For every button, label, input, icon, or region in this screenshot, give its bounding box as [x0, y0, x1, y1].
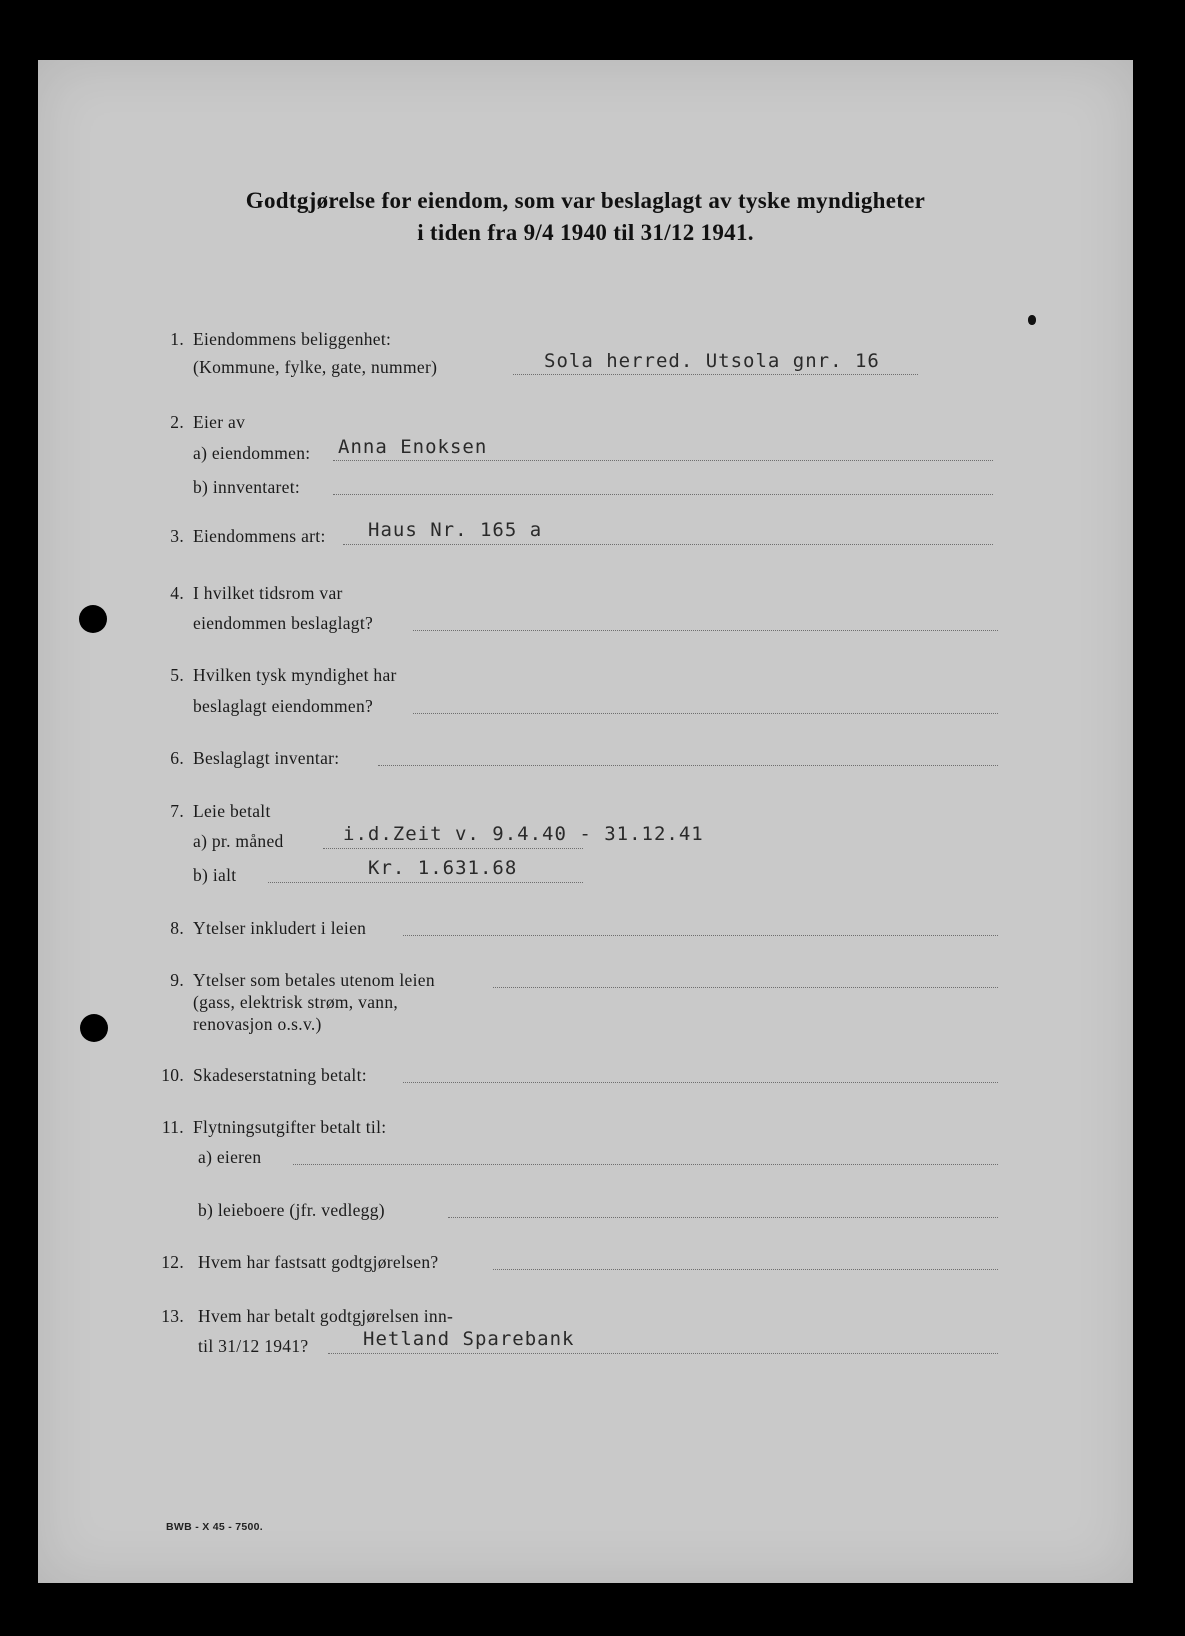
item-3-number: 3. — [170, 526, 184, 546]
item-7b-field-line — [268, 882, 583, 883]
item-1-sublabel: (Kommune, fylke, gate, nummer) — [193, 357, 438, 377]
form-title-line1: Godtgjørelse for eiendom, som var beslaglagt av tyske myndigheter — [245, 188, 926, 213]
ink-speck — [1028, 315, 1036, 325]
item-7-label: Leie betalt — [193, 801, 271, 821]
item-4-sublabel: eiendommen beslaglagt? — [193, 613, 374, 633]
item-11a-label: a) eieren — [198, 1147, 262, 1167]
item-4-field-line — [413, 630, 998, 631]
item-3-field-line — [343, 544, 993, 545]
item-2-label: Eier av — [193, 412, 246, 432]
item-11b-field-line — [448, 1217, 998, 1218]
punch-hole-top — [79, 605, 107, 633]
item-1-number: 1. — [170, 329, 184, 349]
item-10-label: Skadeserstatning betalt: — [193, 1065, 367, 1085]
item-9-field-line — [493, 987, 998, 988]
item-11b-label: b) leieboere (jfr. vedlegg) — [198, 1200, 385, 1220]
item-10-number: 10. — [161, 1065, 184, 1085]
item-2a-label: a) eiendommen: — [193, 443, 311, 463]
item-1-value[interactable]: Sola herred. Utsola gnr. 16 — [544, 350, 880, 372]
item-1-field-line — [513, 374, 918, 375]
item-2b-label: b) innventaret: — [193, 477, 301, 497]
item-6-number: 6. — [170, 748, 184, 768]
item-2a-field-line — [333, 460, 993, 461]
item-11-number: 11. — [161, 1117, 184, 1137]
item-2-number: 2. — [170, 412, 184, 432]
item-11a-field-line — [293, 1164, 998, 1165]
item-5-label: Hvilken tysk myndighet har — [193, 665, 397, 685]
item-7a-label: a) pr. måned — [193, 831, 284, 851]
item-4-number: 4. — [170, 583, 184, 603]
item-3-label: Eiendommens art: — [193, 526, 326, 546]
item-4-label: I hvilket tidsrom var — [193, 583, 343, 603]
item-2a-value[interactable]: Anna Enoksen — [338, 436, 488, 458]
item-13-label: Hvem har betalt godtgjørelsen inn- — [198, 1306, 454, 1326]
form-title-line2: i tiden fra 9/4 1940 til 31/12 1941. — [417, 220, 754, 245]
item-2b-field-line — [333, 494, 993, 495]
form-page — [38, 60, 1133, 1583]
item-7-number: 7. — [170, 801, 184, 821]
item-8-number: 8. — [170, 918, 184, 938]
item-7b-value[interactable]: Kr. 1.631.68 — [368, 857, 518, 879]
punch-hole-bottom — [80, 1014, 108, 1042]
item-5-sublabel: beslaglagt eiendommen? — [193, 696, 374, 716]
item-9-number: 9. — [170, 970, 184, 990]
item-7a-value[interactable]: i.d.Zeit v. 9.4.40 - 31.12.41 — [343, 823, 704, 845]
item-13-field-line — [328, 1353, 998, 1354]
item-9-label: Ytelser som betales utenom leien — [193, 970, 435, 990]
item-6-label: Beslaglagt inventar: — [193, 748, 340, 768]
item-9-sublabel-1: (gass, elektrisk strøm, vann, — [193, 992, 399, 1012]
item-6-field-line — [378, 765, 998, 766]
item-8-field-line — [403, 935, 998, 936]
item-7a-field-line — [323, 848, 583, 849]
item-13-sublabel: til 31/12 1941? — [198, 1336, 309, 1356]
item-5-number: 5. — [170, 665, 184, 685]
item-12-number: 12. — [161, 1252, 184, 1272]
print-code: BWB - X 45 - 7500. — [166, 1521, 264, 1533]
item-9-sublabel-2: renovasjon o.s.v.) — [193, 1014, 322, 1034]
item-12-field-line — [493, 1269, 998, 1270]
item-7b-label: b) ialt — [193, 865, 237, 885]
item-1-label: Eiendommens beliggenhet: — [193, 329, 392, 349]
item-3-value[interactable]: Haus Nr. 165 a — [368, 519, 543, 541]
item-13-number: 13. — [161, 1306, 184, 1326]
item-13-value[interactable]: Hetland Sparebank — [363, 1328, 575, 1350]
item-10-field-line — [403, 1082, 998, 1083]
item-5-field-line — [413, 713, 998, 714]
item-8-label: Ytelser inkludert i leien — [193, 918, 367, 938]
item-11-label: Flytningsutgifter betalt til: — [193, 1117, 387, 1137]
item-12-label: Hvem har fastsatt godtgjørelsen? — [198, 1252, 439, 1272]
